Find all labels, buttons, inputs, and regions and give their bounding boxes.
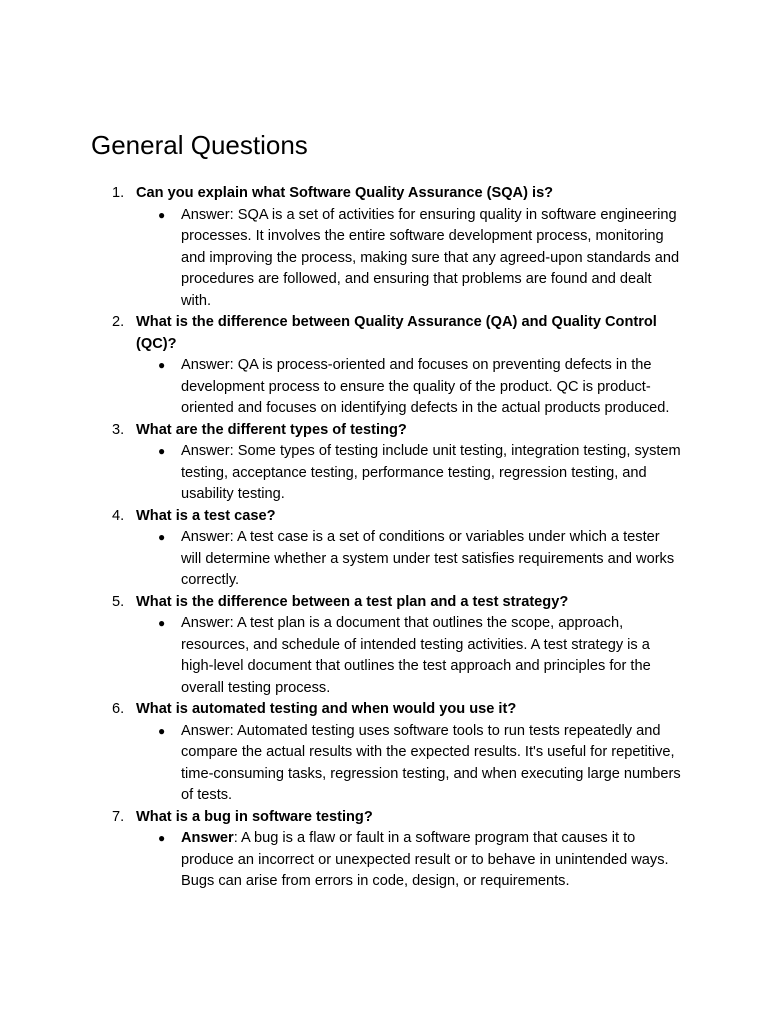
answer-item bbox=[158, 355, 681, 420]
answer-label: Answer bbox=[181, 830, 234, 846]
answer-label: Answer bbox=[181, 722, 230, 739]
answer-item bbox=[158, 527, 681, 592]
bullet-icon: ● bbox=[158, 207, 166, 222]
answer-label: Answer bbox=[181, 206, 230, 223]
answer-text: : A bug is a flaw or fault in a software program that causes it to produce an incorrect or unexpected result or to behave in unintended ways. Bugs can arise from errors in code, design, or requirements. bbox=[181, 830, 669, 889]
bullet-icon: ● bbox=[158, 723, 166, 738]
question-number: 1. bbox=[112, 185, 125, 201]
answer-text: : SQA is a set of activities for ensuring quality in software engineering processes. It involves the entire software development process, monitoring and improving the process, making sure that any agreed-upon standards and procedures are followed, and ensuring that problems are found and dealt with. bbox=[181, 206, 680, 309]
question-number: 6. bbox=[112, 701, 125, 717]
answer-item bbox=[158, 828, 681, 893]
answer-text: : Some types of testing include unit testing, integration testing, system testing, acceptance testing, performance testing, regression testing, and usability testing. bbox=[181, 443, 681, 502]
answer-text: : A test case is a set of conditions or variables under which a tester will determine whether a system under test satisfies requirements and works correctly. bbox=[181, 529, 675, 588]
question-number: 3. bbox=[112, 421, 125, 438]
question-item-4 bbox=[0, 506, 686, 592]
question-item-5 bbox=[0, 592, 686, 700]
answer-label: Answer bbox=[181, 529, 230, 545]
answer-label: Answer bbox=[181, 615, 230, 631]
question-list bbox=[0, 183, 768, 893]
question-number: 5. bbox=[112, 593, 125, 610]
answer-item bbox=[158, 721, 681, 807]
page-title: General Questions bbox=[91, 130, 308, 160]
bullet-icon: ● bbox=[158, 444, 166, 458]
question-item-2 bbox=[0, 312, 686, 420]
question-text: What is the difference between a test plan and a test strategy? bbox=[136, 593, 569, 610]
answer-text: : QA is process-oriented and focuses on preventing defects in the development process to ensure the quality of the product. QC is product-oriented and focuses on identifying defects in the actual products produced. bbox=[181, 357, 670, 416]
answer-text: : Automated testing uses software tools to run tests repeatedly and compare the actual results with the expected results. It's useful for repetitive, time-consuming tasks, regression testing, and when executing large numbers of tests. bbox=[181, 722, 681, 803]
bullet-icon: ● bbox=[158, 616, 166, 630]
question-text: What is a bug in software testing? bbox=[136, 808, 373, 825]
question-item-6 bbox=[0, 699, 686, 807]
bullet-icon: ● bbox=[158, 358, 166, 372]
question-item-7 bbox=[0, 807, 686, 893]
answer-item bbox=[158, 441, 681, 506]
answer-label: Answer bbox=[181, 443, 230, 459]
question-text: What are the different types of testing? bbox=[136, 421, 407, 438]
question-number: 4. bbox=[112, 507, 125, 524]
answer-text: : A test plan is a document that outlines the scope, approach, resources, and schedule of intended testing activities. A test strategy is a high-level document that outlines the test approach and principles for the overall testing process. bbox=[181, 615, 651, 696]
answer-item bbox=[158, 205, 681, 313]
question-item-1 bbox=[0, 183, 686, 312]
answer-item bbox=[158, 613, 681, 699]
bullet-icon: ● bbox=[158, 530, 166, 544]
question-text: What is the difference between Quality Assurance (QA) and Quality Control (QC)? bbox=[136, 314, 657, 352]
question-text: Can you explain what Software Quality Assurance (SQA) is? bbox=[136, 185, 554, 201]
question-text: What is automated testing and when would you use it? bbox=[136, 701, 517, 717]
answer-label: Answer bbox=[181, 357, 230, 373]
question-item-3 bbox=[0, 420, 686, 506]
question-number: 2. bbox=[112, 314, 125, 330]
bullet-icon: ● bbox=[158, 831, 166, 845]
question-number: 7. bbox=[112, 808, 125, 825]
question-text: What is a test case? bbox=[136, 507, 276, 524]
